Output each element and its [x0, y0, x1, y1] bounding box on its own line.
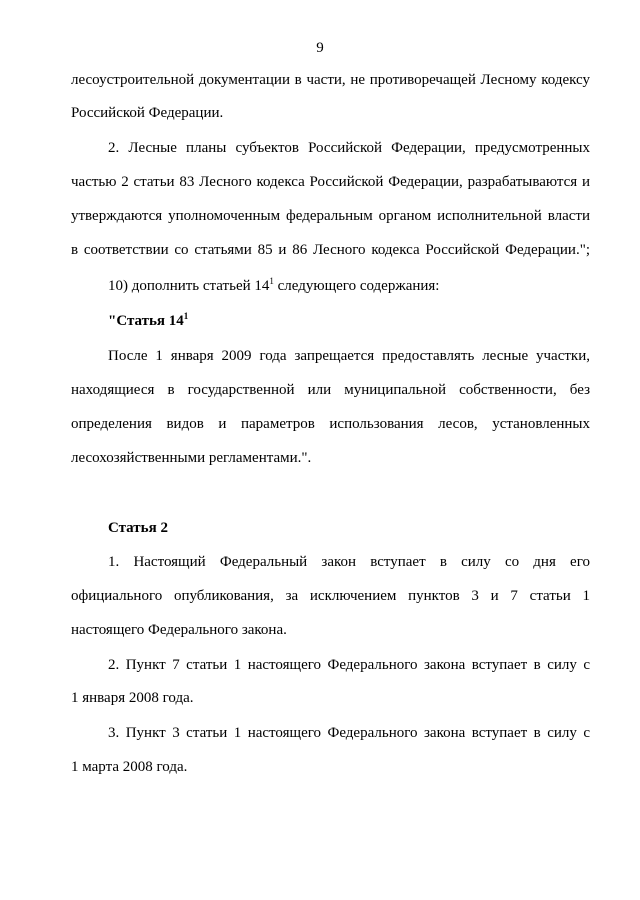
- article14-line3: определения видов и параметров использования лесов, установленных: [71, 416, 590, 432]
- article2-p1-line2: официального опубликования, за исключением пунктов 3 и 7 статьи 1: [71, 588, 590, 604]
- page-number: 9: [316, 40, 324, 56]
- item10-text-after: следующего содержания:: [273, 278, 440, 294]
- article2-p3-line1: 3. Пункт 3 статьи 1 настоящего Федерального закона вступает в силу с: [108, 725, 590, 741]
- article2-p2-line1: 2. Пункт 7 статьи 1 настоящего Федерального закона вступает в силу с: [108, 657, 590, 673]
- block1-line1: лесоустроительной документации в части, не противоречащей Лесному кодексу: [71, 72, 590, 88]
- article2-p3-line2: 1 марта 2008 года.: [71, 759, 188, 775]
- block2-line2: частью 2 статьи 83 Лесного кодекса Российской Федерации, разрабатываются и: [71, 174, 590, 190]
- article14-heading: [108, 311, 590, 331]
- article14-line2: находящиеся в государственной или муниципальной собственности, без: [71, 382, 590, 398]
- article2-heading: Статья 2: [108, 520, 168, 536]
- article2-p1-line3: настоящего Федерального закона.: [71, 622, 287, 638]
- article14-heading-superscript: 1: [183, 311, 189, 321]
- item10-superscript: 1: [269, 276, 274, 286]
- block2-line4: в соответствии со статьями 85 и 86 Лесного кодекса Российской Федерации.";: [71, 242, 590, 258]
- article14-line4: лесохозяйственными регламентами.".: [71, 450, 312, 466]
- block2-line3: утверждаются уполномоченным федеральным органом исполнительной власти: [71, 208, 590, 224]
- block2-line1: 2. Лесные планы субъектов Российской Федерации, предусмотренных: [108, 140, 590, 156]
- article14-line1: После 1 января 2009 года запрещается предоставлять лесные участки,: [108, 348, 590, 364]
- item10-line: [108, 276, 590, 296]
- article2-p1-line1: 1. Настоящий Федеральный закон вступает в силу со дня его: [108, 554, 590, 570]
- article14-heading-text: "Статья 14: [108, 313, 184, 329]
- block1-line2: Российской Федерации.: [71, 105, 224, 121]
- article2-p2-line2: 1 января 2008 года.: [71, 690, 194, 706]
- item10-text: 10) дополнить статьей 14: [108, 278, 270, 294]
